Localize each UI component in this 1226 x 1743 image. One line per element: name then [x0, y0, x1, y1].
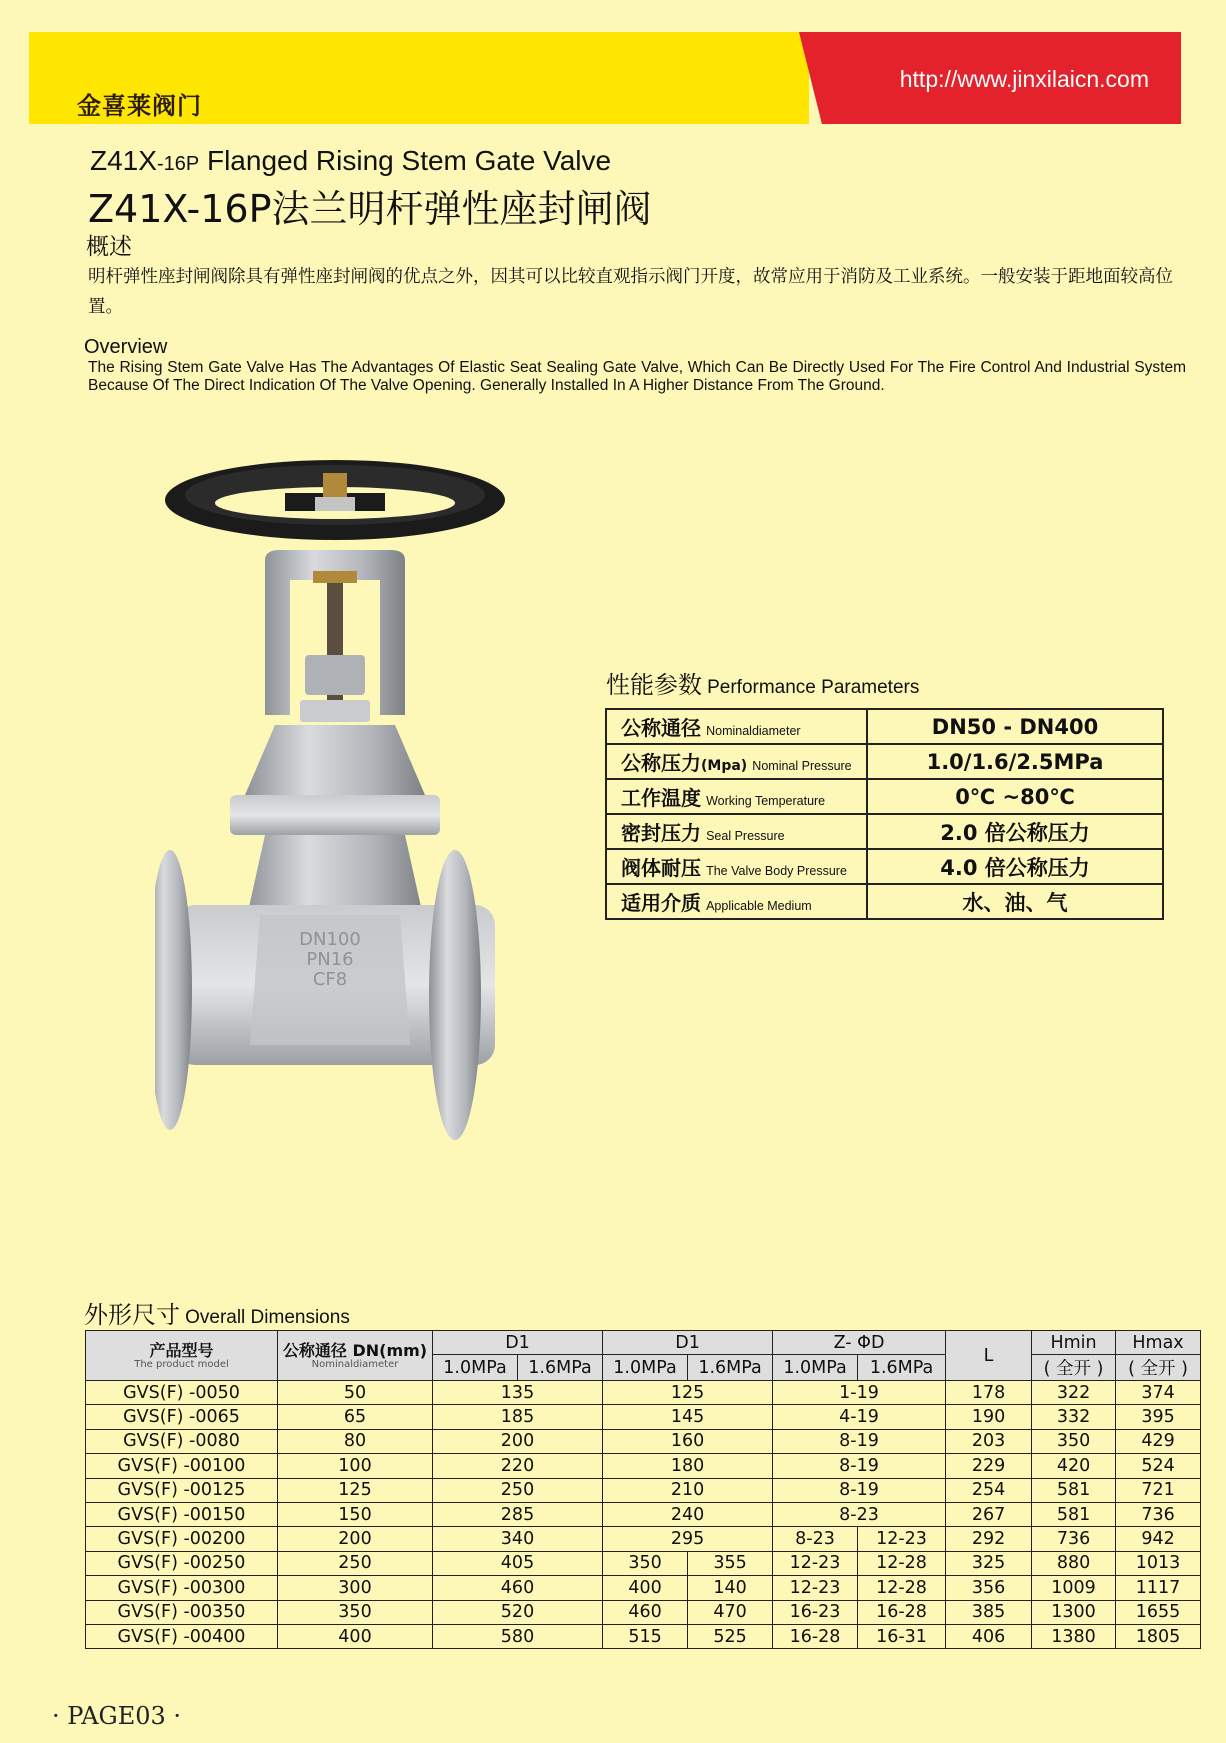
cell-zd-1.0: 12-23	[773, 1576, 858, 1600]
performance-heading-en: Performance Parameters	[707, 677, 920, 698]
title-model-suffix: -16P	[156, 153, 200, 175]
col-hmin: Hmin	[1032, 1331, 1116, 1355]
cell-dn: 200	[278, 1527, 433, 1551]
cell-d1b: 125	[603, 1381, 773, 1405]
cell-dn: 400	[278, 1624, 433, 1648]
cell-zd-1.6: 12-28	[858, 1551, 946, 1575]
cell-zd: 8-19	[773, 1429, 946, 1453]
col-d1a-1.6: 1.6MPa	[518, 1355, 603, 1381]
cell-zd-1.6: 16-28	[858, 1600, 946, 1624]
cell-d1a: 340	[433, 1527, 603, 1551]
cell-zd: 8-19	[773, 1454, 946, 1478]
body-marking-dn: DN100	[299, 929, 361, 950]
cell-dn: 100	[278, 1454, 433, 1478]
cell-l: 406	[946, 1624, 1032, 1648]
cell-hmax: 1805	[1116, 1624, 1201, 1648]
cell-hmin: 420	[1032, 1454, 1116, 1478]
cell-zd-1.0: 8-23	[773, 1527, 858, 1551]
performance-value: 1.0/1.6/2.5MPa	[867, 744, 1163, 779]
cell-dn: 65	[278, 1405, 433, 1429]
cell-hmin: 332	[1032, 1405, 1116, 1429]
cell-d1b: 210	[603, 1478, 773, 1502]
cell-hmax: 1117	[1116, 1576, 1201, 1600]
cell-l: 385	[946, 1600, 1032, 1624]
performance-row	[606, 849, 1163, 884]
cell-model: GVS(F) -00100	[86, 1454, 278, 1478]
performance-label: 公称压力(Mpa) Nominal Pressure	[606, 744, 867, 779]
bonnet	[245, 725, 425, 795]
cell-d1a: 185	[433, 1405, 603, 1429]
cell-zd: 8-19	[773, 1478, 946, 1502]
overview-heading-en: Overview	[84, 336, 168, 358]
body-marking-pn: PN16	[306, 949, 354, 970]
table-row	[86, 1551, 1201, 1575]
col-model: 产品型号 The product model	[86, 1331, 278, 1381]
cell-hmax: 429	[1116, 1429, 1201, 1453]
cell-model: GVS(F) -00125	[86, 1478, 278, 1502]
cell-dn: 80	[278, 1429, 433, 1453]
table-row	[86, 1624, 1201, 1648]
performance-value: DN50 - DN400	[867, 709, 1163, 744]
performance-label: 公称通径 Nominaldiameter	[606, 709, 867, 744]
cell-model: GVS(F) -0050	[86, 1381, 278, 1405]
cell-hmin: 322	[1032, 1381, 1116, 1405]
product-title-en	[90, 145, 611, 177]
product-title-cn: Z41X-16P法兰明杆弹性座封闸阀	[88, 187, 652, 231]
cell-d1a: 200	[433, 1429, 603, 1453]
title-model: Z41X	[90, 145, 157, 176]
col-zd-1.0: 1.0MPa	[773, 1355, 858, 1381]
cell-hmax: 942	[1116, 1527, 1201, 1551]
cell-hmax: 374	[1116, 1381, 1201, 1405]
performance-row	[606, 709, 1163, 744]
cell-dn: 50	[278, 1381, 433, 1405]
performance-label: 密封压力 Seal Pressure	[606, 814, 867, 849]
col-d1-a: D1	[433, 1331, 603, 1355]
dimensions-heading-en: Overall Dimensions	[185, 1307, 350, 1328]
cell-hmax: 395	[1116, 1405, 1201, 1429]
cell-l: 325	[946, 1551, 1032, 1575]
cell-zd: 8-23	[773, 1502, 946, 1526]
performance-table	[605, 708, 1164, 920]
cell-d1b-1.6: 355	[688, 1551, 773, 1575]
cell-dn: 150	[278, 1502, 433, 1526]
cell-hmin: 1009	[1032, 1576, 1116, 1600]
performance-row	[606, 744, 1163, 779]
cell-hmax: 721	[1116, 1478, 1201, 1502]
body-marking-material: CF8	[312, 969, 348, 990]
header-banner	[29, 32, 1181, 124]
performance-value: 水、油、气	[867, 884, 1163, 919]
cell-zd-1.6: 12-23	[858, 1527, 946, 1551]
cell-hmax: 736	[1116, 1502, 1201, 1526]
cell-hmin: 350	[1032, 1429, 1116, 1453]
cell-d1b-1.0: 350	[603, 1551, 688, 1575]
table-row	[86, 1478, 1201, 1502]
cell-hmax: 524	[1116, 1454, 1201, 1478]
col-d1a-1.0: 1.0MPa	[433, 1355, 518, 1381]
overview-heading-cn: 概述	[86, 234, 132, 260]
table-row	[86, 1429, 1201, 1453]
cell-l: 292	[946, 1527, 1032, 1551]
cell-zd-1.0: 16-28	[773, 1624, 858, 1648]
table-row	[86, 1600, 1201, 1624]
table-row	[86, 1405, 1201, 1429]
performance-row	[606, 779, 1163, 814]
performance-value: 2.0 倍公称压力	[867, 814, 1163, 849]
cell-model: GVS(F) -00350	[86, 1600, 278, 1624]
table-row	[86, 1502, 1201, 1526]
cell-hmin: 736	[1032, 1527, 1116, 1551]
table-row	[86, 1454, 1201, 1478]
cell-model: GVS(F) -0065	[86, 1405, 278, 1429]
cell-hmin: 581	[1032, 1478, 1116, 1502]
table-row	[86, 1527, 1201, 1551]
cell-zd-1.0: 12-23	[773, 1551, 858, 1575]
performance-label: 阀体耐压 The Valve Body Pressure	[606, 849, 867, 884]
performance-row	[606, 814, 1163, 849]
cell-zd: 4-19	[773, 1405, 946, 1429]
cell-d1a: 220	[433, 1454, 603, 1478]
cell-d1b: 160	[603, 1429, 773, 1453]
col-hmax-sub: ( 全开 )	[1116, 1355, 1201, 1381]
cell-model: GVS(F) -00400	[86, 1624, 278, 1648]
col-zd-1.6: 1.6MPa	[858, 1355, 946, 1381]
cell-d1b-1.0: 400	[603, 1576, 688, 1600]
cell-hmax: 1013	[1116, 1551, 1201, 1575]
col-l: L	[946, 1331, 1032, 1381]
cell-d1a: 460	[433, 1576, 603, 1600]
cell-d1b: 240	[603, 1502, 773, 1526]
col-hmax: Hmax	[1116, 1331, 1201, 1355]
performance-value: 4.0 倍公称压力	[867, 849, 1163, 884]
cell-d1b: 180	[603, 1454, 773, 1478]
cell-dn: 300	[278, 1576, 433, 1600]
cell-l: 267	[946, 1502, 1032, 1526]
cell-l: 203	[946, 1429, 1032, 1453]
cell-model: GVS(F) -00250	[86, 1551, 278, 1575]
dimensions-table	[85, 1330, 1201, 1649]
cell-d1a: 285	[433, 1502, 603, 1526]
cell-d1b-1.6: 470	[688, 1600, 773, 1624]
left-flange	[155, 850, 192, 1130]
cell-d1b: 145	[603, 1405, 773, 1429]
cell-dn: 125	[278, 1478, 433, 1502]
cell-dn: 250	[278, 1551, 433, 1575]
cell-l: 229	[946, 1454, 1032, 1478]
overview-text-en: The Rising Stem Gate Valve Has The Advantages Of Elastic Seat Sealing Gate Valve, Which Can Be Directly Used For The Fire Control And Industrial System Because Of The Direct Indication Of The Valve Opening. Generally Installed In A Higher Distance From The Ground.	[88, 359, 1186, 394]
page-number: · PAGE03 ·	[52, 1702, 182, 1730]
performance-value: 0℃ ~80℃	[867, 779, 1163, 814]
cell-model: GVS(F) -00300	[86, 1576, 278, 1600]
valve-product-photo	[155, 455, 535, 1215]
dimensions-heading	[84, 1295, 350, 1330]
cell-model: GVS(F) -00150	[86, 1502, 278, 1526]
cell-model: GVS(F) -00200	[86, 1527, 278, 1551]
cell-d1a: 250	[433, 1478, 603, 1502]
cell-d1b: 295	[603, 1527, 773, 1551]
col-hmin-sub: ( 全开 )	[1032, 1355, 1116, 1381]
cell-dn: 350	[278, 1600, 433, 1624]
col-d1-b: D1	[603, 1331, 773, 1355]
col-d1b-1.0: 1.0MPa	[603, 1355, 688, 1381]
overview-text-cn: 明杆弹性座封闸阀除具有弹性座封闸阀的优点之外，因其可以比较直观指示阀门开度，故常应用于消防及工业系统。一般安装于距地面较高位置。	[88, 267, 1173, 317]
cell-d1a: 580	[433, 1624, 603, 1648]
cell-model: GVS(F) -0080	[86, 1429, 278, 1453]
table-row	[86, 1381, 1201, 1405]
cell-d1b-1.6: 140	[688, 1576, 773, 1600]
col-dn: 公称通径 DN(mm) Nominaldiameter	[278, 1331, 433, 1381]
brand-name: 金喜莱阀门	[77, 91, 202, 120]
cell-d1a: 135	[433, 1381, 603, 1405]
cell-hmin: 581	[1032, 1502, 1116, 1526]
cell-d1a: 405	[433, 1551, 603, 1575]
cell-hmin: 1380	[1032, 1624, 1116, 1648]
cell-zd-1.6: 12-28	[858, 1576, 946, 1600]
performance-row	[606, 884, 1163, 919]
cell-d1b-1.0: 515	[603, 1624, 688, 1648]
col-zd: Z- ΦD	[773, 1331, 946, 1355]
title-name-en: Flanged Rising Stem Gate Valve	[206, 145, 612, 176]
col-d1b-1.6: 1.6MPa	[688, 1355, 773, 1381]
table-row	[86, 1576, 1201, 1600]
cell-zd: 1-19	[773, 1381, 946, 1405]
performance-heading-cn: 性能参数	[606, 671, 702, 699]
cell-zd-1.0: 16-23	[773, 1600, 858, 1624]
performance-label: 适用介质 Applicable Medium	[606, 884, 867, 919]
performance-heading	[606, 665, 919, 700]
cell-zd-1.6: 16-31	[858, 1624, 946, 1648]
website-link[interactable]: http://www.jinxilaicn.com	[899, 66, 1149, 92]
cell-hmax: 1655	[1116, 1600, 1201, 1624]
right-flange	[429, 850, 481, 1140]
cell-d1b-1.0: 460	[603, 1600, 688, 1624]
cell-hmin: 1300	[1032, 1600, 1116, 1624]
cell-d1a: 520	[433, 1600, 603, 1624]
cell-hmin: 880	[1032, 1551, 1116, 1575]
dimensions-heading-cn: 外形尺寸	[84, 1301, 180, 1329]
cell-l: 356	[946, 1576, 1032, 1600]
cell-l: 190	[946, 1405, 1032, 1429]
cell-l: 254	[946, 1478, 1032, 1502]
performance-label: 工作温度 Working Temperature	[606, 779, 867, 814]
cell-l: 178	[946, 1381, 1032, 1405]
cell-d1b-1.6: 525	[688, 1624, 773, 1648]
